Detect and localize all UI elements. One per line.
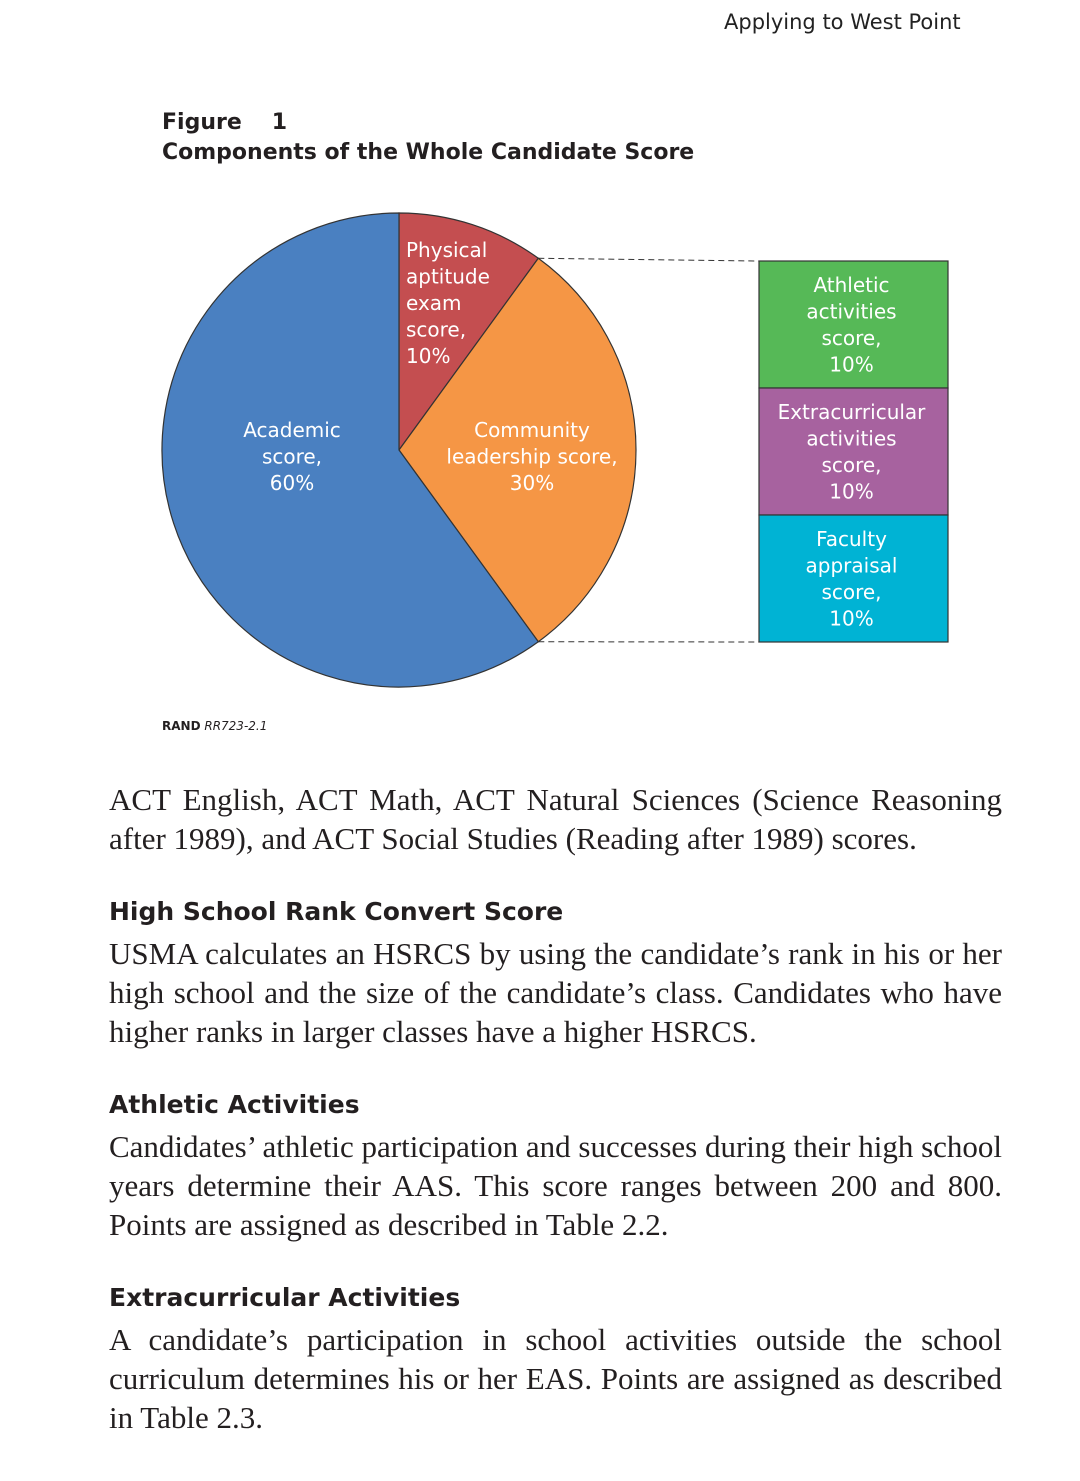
section-heading: Extracurricular Activities <box>109 1283 461 1312</box>
figure-number-value: 1 <box>271 110 288 135</box>
paragraph: A candidate’s participation in school activities outside the school curriculum determines his or her EAS. Points are assigned as described in Table 2.3. <box>109 1322 1002 1435</box>
section-heading: High School Rank Convert Score <box>109 897 564 926</box>
source-id: RR723-2.1 <box>204 719 268 733</box>
figure-title: Components of the Whole Candidate Score <box>162 140 695 165</box>
breakdown-label: Faculty appraisal score, 10% <box>805 526 898 631</box>
breakdown-label: Athletic activities score, 10% <box>806 272 897 377</box>
figure-source <box>162 719 267 733</box>
running-header: Applying to West Point <box>724 10 961 34</box>
paragraph: USMA calculates an HSRCS by using the candidate’s rank in his or her high school and the size of the candidate’s class. Candidates who have higher ranks in larger classes have a higher HSRCS. <box>109 936 1002 1049</box>
paragraph: ACT English, ACT Math, ACT Natural Sciences (Science Reasoning after 1989), and ACT Social Studies (Reading after 1989) scores. <box>109 782 1002 856</box>
slice-label: Community leadership score, 30% <box>446 418 618 495</box>
figure-label: Figure <box>162 110 242 135</box>
breakdown-label: Extracurricular activities score, 10% <box>777 399 926 504</box>
paragraph: Candidates’ athletic participation and successes during their high school years determine their AAS. This score ranges between 200 and 800. Points are assigned as described in Table 2.2. <box>109 1129 1003 1242</box>
section-heading: Athletic Activities <box>109 1090 360 1119</box>
slice-label: Physical aptitude exam score, 10% <box>406 238 490 368</box>
connector-line <box>538 258 759 261</box>
slice-label: Academic score, 60% <box>243 418 341 495</box>
source-org: RAND <box>162 719 201 733</box>
